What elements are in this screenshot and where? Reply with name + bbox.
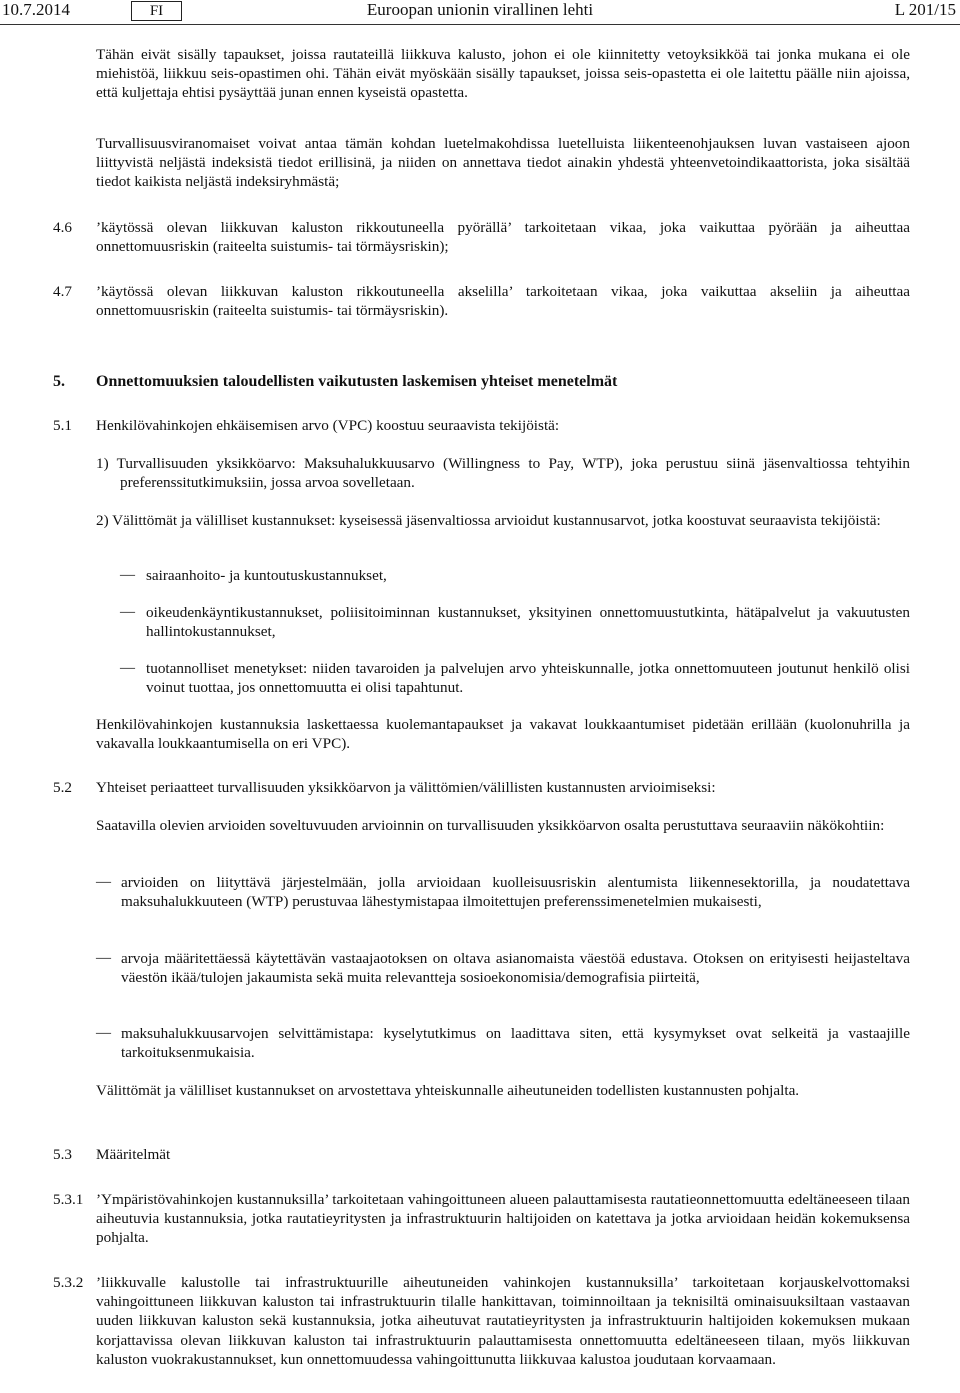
dash-item: sairaanhoito- ja kuntoutuskustannukset, <box>146 567 387 584</box>
language-code-box: FI <box>131 1 182 21</box>
definition-text: ’käytössä olevan liikkuvan kaluston rikkoutuneella pyörällä’ tarkoitetaan vikaa, joka vaikuttaa pyörään ja aiheuttaa onnettomuusriskin (raiteelta suistumis- tai törmäysriskin); <box>96 219 910 256</box>
section-heading: Henkilövahinkojen ehkäisemisen arvo (VPC) koostuu seuraavista tekijöistä: <box>96 417 560 434</box>
section-heading: Yhteiset periaatteet turvallisuuden yksikköarvon ja välittömien/välillisten kustannusten arvioimiseksi: <box>96 779 716 796</box>
journal-title: Euroopan unionin virallinen lehti <box>366 0 594 19</box>
page-reference: L 201/15 <box>894 0 956 19</box>
paragraph: Välittömät ja välilliset kustannukset on arvostettava yhteiskunnalle aiheutuneiden todellisten kustannusten pohjalta. <box>96 1082 800 1099</box>
definition-text: ’Ympäristövahinkojen kustannuksilla’ tarkoitetaan vahingoittuneen alueen palauttamisesta rautatieonnettomuutta edeltäneeseen tilaan aiheutuvia kustannuksia, jotka rautatieyritysten ja infrastruktuurin haltijoiden on katettava ja jotka arvioidaan heidän kokemuksensa pohjalta. <box>96 1191 910 1247</box>
section-number: 5.2 <box>53 779 72 796</box>
section-number: 5. <box>53 373 65 390</box>
section-number: 5.3.1 <box>53 1191 84 1208</box>
section-number: 4.7 <box>53 283 72 300</box>
section-number: 5.1 <box>53 417 72 434</box>
dash-item: arvoja määritettäessä käytettävän vastaajaotoksen on oltava asianomaista väestöä edustava. Otoksen on erityisesti heijasteltava väestön ikää/tulojen jakaumista sekä muita relevantteja sosioekonomisia/demografisia piirteitä, <box>121 950 910 987</box>
dash-bullet: — <box>96 950 111 966</box>
numbered-item: 2) Välittömät ja välilliset kustannukset: kyseisessä jäsenvaltiossa arvioidut kustannusarvot, jotka koostuvat seuraavista tekijöistä: <box>96 512 881 529</box>
section-heading: Onnettomuuksien taloudellisten vaikutusten laskemisen yhteiset menetelmät <box>96 373 618 390</box>
section-heading: Määritelmät <box>96 1146 171 1163</box>
dash-bullet: — <box>96 1025 111 1041</box>
section-number: 4.6 <box>53 219 72 236</box>
paragraph: Tähän eivät sisälly tapaukset, joissa rautateillä liikkuva kalusto, johon ei ole kiinnitetty vetoyksikköä tai jonka mukana ei ole miehistöä, liikkuu seis-opastimen ohi. Tähän eivät myöskään sisälly tapaukset, joissa seis-opastetta ei ole laitettu päälle niin ajoissa, että kuljettaja ehtisi pysäyttää junan ennen kyseistä opastetta. <box>96 46 910 102</box>
page-header <box>0 0 960 30</box>
dash-bullet: — <box>120 660 135 676</box>
header-rule <box>0 24 960 25</box>
numbered-item: 1) Turvallisuuden yksikköarvo: Maksuhalukkuusarvo (Willingness to Pay, WTP), joka perustuu siinä jäsenvaltiossa tehtyihin preferenssitutkimuksiin, jossa arvoa sovelletaan. <box>96 455 910 492</box>
paragraph: Saatavilla olevien arvioiden soveltuvuuden arvioinnin on turvallisuuden yksikköarvon osalta perustuttava seuraaviin näkökohtiin: <box>96 817 885 834</box>
paragraph: Turvallisuusviranomaiset voivat antaa tämän kohdan luetelmakohdissa luetelluista liikenteenohjauksen luvan vastaiseen ajoon liittyvistä neljästä indeksistä tiedot erillisinä, ja niiden on annettava tiedot ainakin yhdestä yhteenvetoindikaattorista, joka sisältää tiedot kaikista neljästä indeksiryhmästä; <box>96 135 910 191</box>
dash-bullet: — <box>96 874 111 890</box>
dash-item: tuotannolliset menetykset: niiden tavaroiden ja palvelujen arvo yhteiskunnalle, jotka onnettomuuteen joutunut henkilö olisi voinut tuottaa, jos onnettomuutta ei olisi tapahtunut. <box>146 660 910 697</box>
definition-text: ’liikkuvalle kalustolle tai infrastruktuurille aiheutuneiden vahinkojen kustannuksilla’ tarkoitetaan korjauskelvottomaksi vahingoittuneen liikkuvan kaluston tai infrastruktuurin tilalle hankittavan, toiminnoiltaan ja teknisiltä ominaisuuksiltaan vastaavan uuden liikkuvan kaluston sekä kustannuksia, jotka aiheutuvat rautatieyritysten ja infrastruktuurin haltijoiden kokemuksen mukaan korjattavissa olevan liikkuvan kaluston tai infrastruktuurin palauttamisesta onnettomuutta edeltäneeseen tilaan, myös liikkuvan kaluston vuokrakustannukset, kun onnettomuudessa vahingoittunutta liikkuvaa kalustoa joudutaan korvaamaan. <box>96 1274 910 1368</box>
section-number: 5.3.2 <box>53 1274 84 1291</box>
dash-item: oikeudenkäyntikustannukset, poliisitoiminnan kustannukset, yksityinen onnettomuustutkinta, hätäpalvelut ja vakuutusten hallintokustannukset, <box>146 604 910 641</box>
dash-bullet: — <box>120 567 135 583</box>
dash-item: maksuhalukkuusarvojen selvittämistapa: kyselytutkimus on laadittava siten, että kysymykset ovat selkeitä ja vastaajille tarkoituksenmukaisia. <box>121 1025 910 1062</box>
definition-text: ’käytössä olevan liikkuvan kaluston rikkoutuneella akselilla’ tarkoitetaan vikaa, joka vaikuttaa akseliin ja aiheuttaa onnettomuusriskin (raiteelta suistumis- tai törmäysriskin). <box>96 283 910 320</box>
section-number: 5.3 <box>53 1146 72 1163</box>
dash-item: arvioiden on liityttävä järjestelmään, jolla arvioidaan kuolleisuusriskin alentumista liikennesektorilla, ja noudatettava maksuhalukkuuteen (WTP) perustuvaa lähestymistapaa ilmoitettujen preferenssimenetelmien mukaisesti, <box>121 874 910 911</box>
paragraph: Henkilövahinkojen kustannuksia laskettaessa kuolemantapaukset ja vakavat loukkaantumiset pidetään erillään (kuolonuhrilla ja vakavalla loukkaantumisella on eri VPC). <box>96 716 910 753</box>
dash-bullet: — <box>120 604 135 620</box>
header-date: 10.7.2014 <box>2 0 70 19</box>
